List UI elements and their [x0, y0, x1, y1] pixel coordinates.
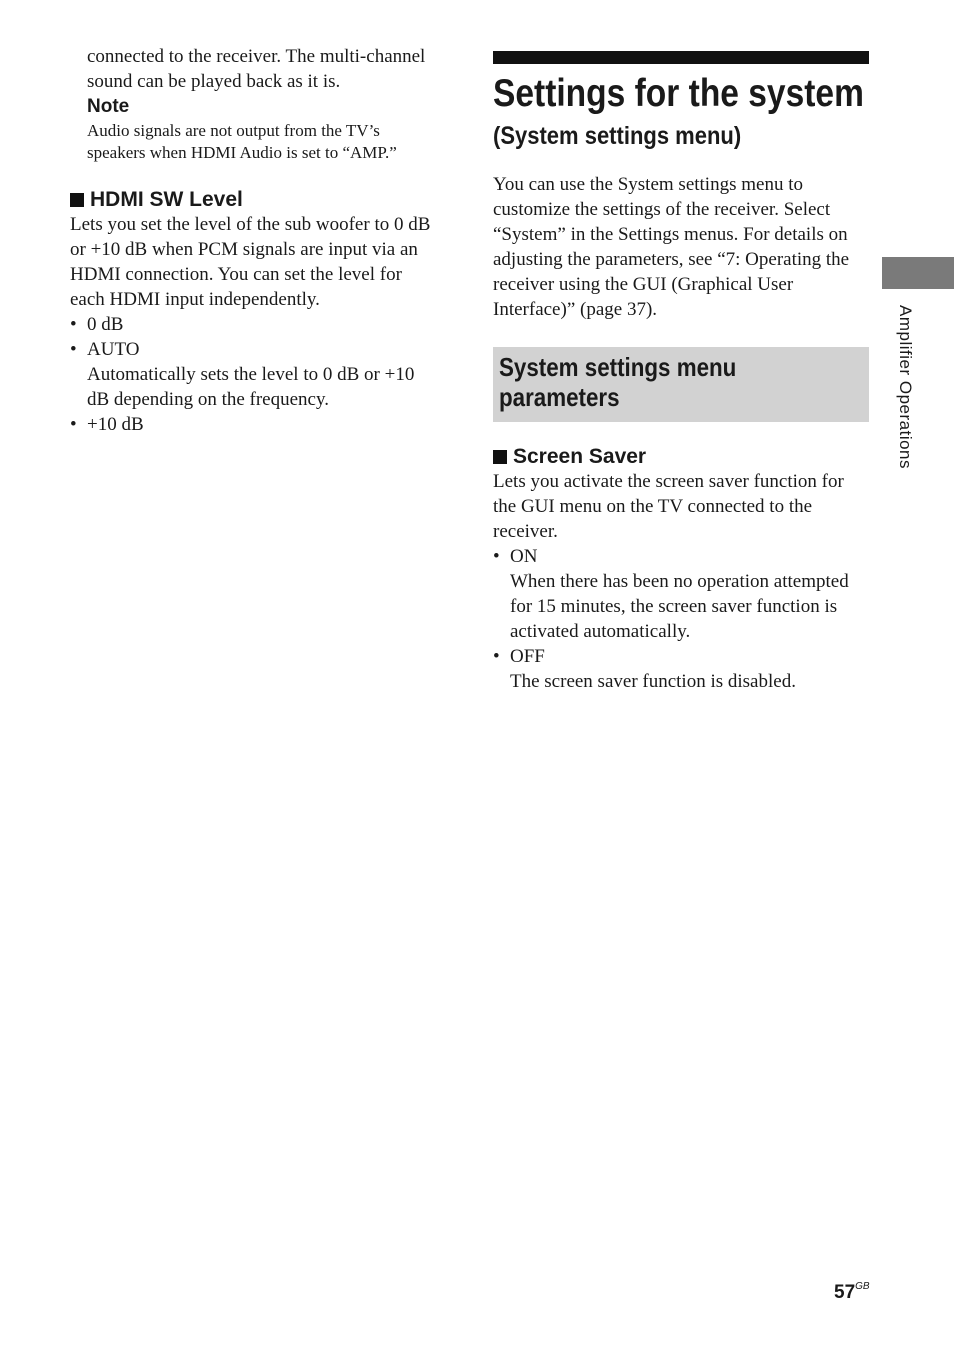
square-bullet-icon [493, 450, 507, 464]
text-line: HDMI connection. You can set the level for [70, 264, 402, 285]
text-line: for 15 minutes, the screen saver function is [510, 596, 838, 617]
page-number-suffix: GB [855, 1281, 870, 1292]
left-intro [70, 44, 450, 94]
list-item [70, 312, 450, 337]
text-line: adjusting the parameters, see “7: Operating the [493, 249, 850, 270]
bullet-list [493, 544, 870, 694]
text-line: Lets you activate the screen saver function for [493, 471, 844, 492]
text-line: The screen saver function is disabled. [510, 671, 796, 692]
section-heading-text: Screen Saver [513, 445, 647, 468]
bullet-dot-icon: • [493, 546, 500, 567]
note-label: Note [87, 96, 130, 117]
bullet-dot-icon: • [70, 314, 77, 335]
list-item [493, 544, 870, 569]
bullet-label: +10 dB [87, 414, 144, 435]
bullet-description [493, 669, 870, 694]
right-intro [493, 172, 870, 322]
section-heading-screen-saver [493, 445, 870, 469]
list-item [70, 337, 450, 362]
box-title-line: System settings menu [499, 352, 737, 382]
bullet-label: ON [510, 546, 538, 567]
text-line: speakers when HDMI Audio is set to “AMP.” [87, 143, 397, 162]
bullet-description [70, 362, 450, 412]
chapter-tab-marker [882, 257, 954, 289]
bullet-list [70, 312, 450, 437]
left-column [70, 44, 450, 437]
section-body [70, 212, 450, 312]
bullet-label: OFF [510, 646, 545, 667]
bullet-dot-icon: • [493, 646, 500, 667]
text-line: or +10 dB when PCM signals are input via an [70, 239, 418, 260]
section-heading-text: HDMI SW Level [90, 188, 243, 211]
text-line: sound can be played back as it is. [87, 71, 341, 92]
bullet-dot-icon: • [70, 339, 77, 360]
text-line: activated automatically. [510, 621, 691, 642]
text-line: “System” in the Settings menus. For details on [493, 224, 848, 245]
text-line: Audio signals are not output from the TV’s [87, 121, 380, 140]
section-heading-hdmi-sw-level [70, 188, 450, 212]
title-rule [493, 51, 869, 64]
parameters-heading-box [493, 347, 869, 422]
list-item [70, 412, 450, 437]
note-text [70, 120, 450, 164]
text-line: connected to the receiver. The multi-channel [87, 46, 426, 67]
page-title: Settings for the system [493, 72, 864, 115]
box-title-line: parameters [499, 382, 620, 412]
page-number-value: 57 [834, 1282, 856, 1303]
text-line: receiver using the GUI (Graphical User [493, 274, 794, 295]
right-column [493, 51, 870, 694]
text-line: When there has been no operation attempted [510, 571, 849, 592]
text-line: customize the settings of the receiver. Select [493, 199, 831, 220]
list-item [493, 644, 870, 669]
text-line: You can use the System settings menu to [493, 174, 803, 195]
section-body [493, 469, 870, 544]
bullet-label: 0 dB [87, 314, 124, 335]
bullet-label: AUTO [87, 339, 140, 360]
text-line: Interface)” (page 37). [493, 299, 658, 320]
page-subtitle: (System settings menu) [493, 122, 742, 150]
text-line: each HDMI input independently. [70, 289, 320, 310]
text-line: dB depending on the frequency. [87, 389, 329, 410]
text-line: the GUI menu on the TV connected to the [493, 496, 813, 517]
square-bullet-icon [70, 193, 84, 207]
bullet-description [493, 569, 870, 644]
bullet-dot-icon: • [70, 414, 77, 435]
text-line: Lets you set the level of the sub woofer to 0 dB [70, 214, 431, 235]
chapter-tab-label: Amplifier Operations [896, 305, 915, 470]
text-line: receiver. [493, 521, 558, 542]
page-number [834, 1282, 870, 1304]
text-line: Automatically sets the level to 0 dB or +10 [87, 364, 415, 385]
